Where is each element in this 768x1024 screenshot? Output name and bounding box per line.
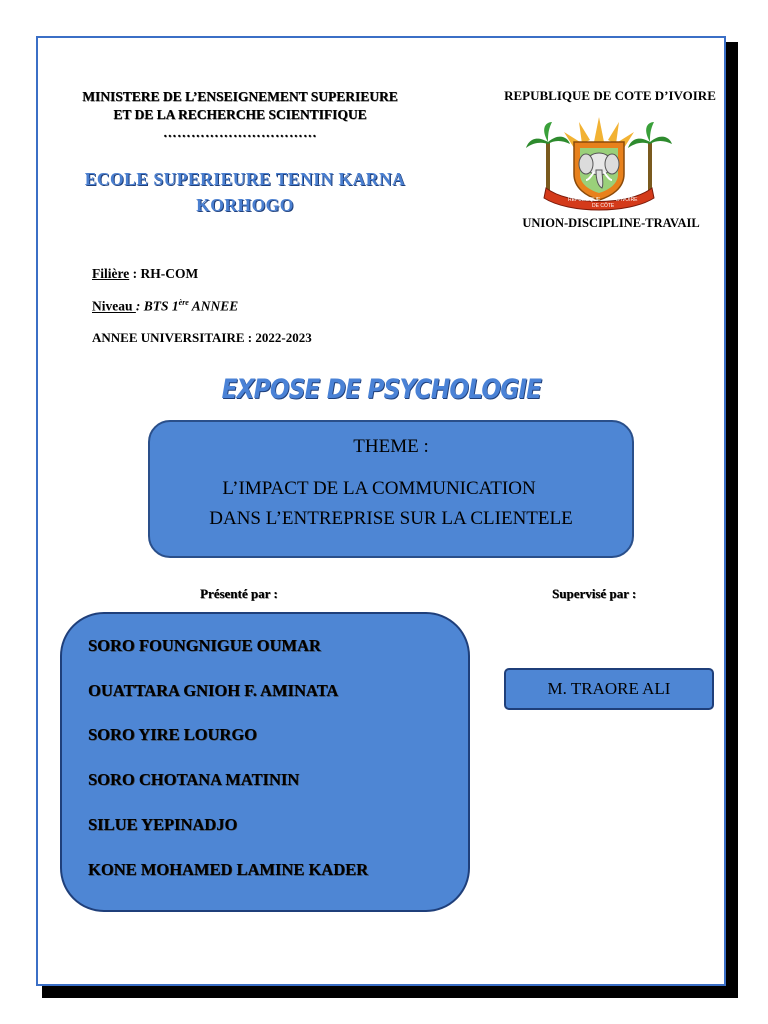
theme-box	[148, 420, 634, 558]
niveau-value-prefix: : BTS 1	[135, 298, 179, 314]
emblem-banner-right: D'IVOIRE	[616, 197, 638, 203]
student-name: SORO CHOTANA MATININ	[88, 770, 300, 789]
filiere-label: Filière	[92, 266, 130, 281]
niveau-value-suffix: ANNEE	[188, 298, 239, 314]
student-name: SORO YIRE LOURGO	[88, 725, 257, 744]
emblem-banner-mid: DE CÔTE	[592, 203, 615, 209]
niveau-label: Niveau	[92, 298, 136, 314]
niveau-row	[92, 298, 238, 315]
presented-by-label: Présenté par :	[200, 586, 278, 601]
theme-line-1: L’IMPACT DE LA COMMUNICATION	[222, 478, 536, 499]
coat-of-arms-icon	[524, 112, 674, 212]
school-line-2: KORHOGO	[196, 195, 294, 215]
filiere-row	[92, 266, 198, 282]
ministry-dots: ……………………………	[163, 125, 317, 140]
school-line-1: ECOLE SUPERIEURE TENIN KARNA	[84, 169, 406, 189]
palm-right-icon	[628, 122, 672, 192]
school-name	[60, 166, 430, 218]
palm-left-icon	[526, 122, 570, 192]
republic-name: REPUBLIQUE DE COTE D’IVOIRE	[504, 88, 716, 103]
document-title: EXPOSE DE PSYCHOLOGIE	[221, 374, 542, 405]
ministry-header	[60, 88, 420, 142]
supervised-by-label: Supervisé par :	[552, 586, 637, 601]
student-name: SORO FOUNGNIGUE OUMAR	[88, 636, 321, 655]
niveau-sup: ère	[178, 298, 189, 307]
annee-universitaire: ANNEE UNIVERSITAIRE : 2022-2023	[92, 330, 312, 345]
emblem-banner-left: RÉPUBLIQUE	[568, 197, 601, 203]
cover-page	[36, 36, 726, 986]
student-name: OUATTARA GNIOH F. AMINATA	[88, 681, 339, 700]
ministry-line-2: ET DE LA RECHERCHE SCIENTIFIQUE	[113, 107, 367, 122]
national-motto: UNION-DISCIPLINE-TRAVAIL	[522, 216, 700, 230]
student-name: KONE MOHAMED LAMINE KADER	[88, 860, 369, 879]
theme-label: THEME :	[353, 436, 429, 457]
students-box	[60, 612, 470, 912]
filiere-value: : RH-COM	[129, 266, 199, 281]
student-name: SILUE YEPINADJO	[88, 815, 238, 834]
theme-line-2: DANS L’ENTREPRISE SUR LA CLIENTELE	[209, 508, 573, 529]
supervisor-box: M. TRAORE ALI	[504, 668, 714, 710]
ministry-line-1: MINISTERE DE L’ENSEIGNEMENT SUPERIEURE	[82, 89, 398, 104]
